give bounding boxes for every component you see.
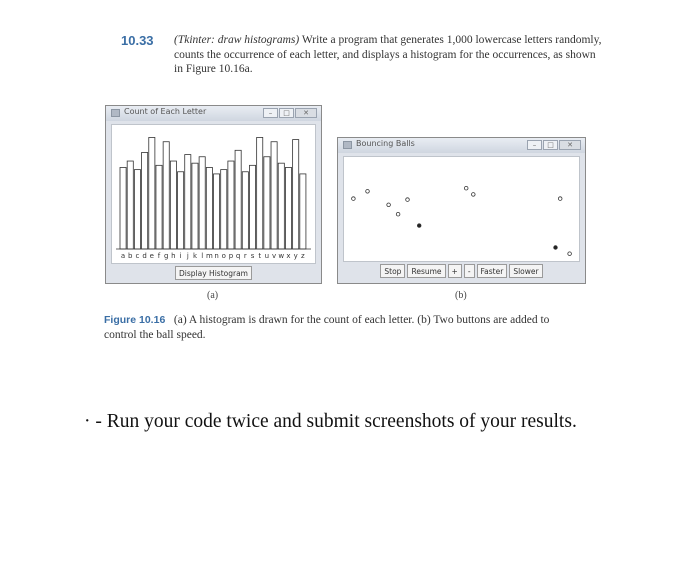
histogram-bar-x: [285, 167, 291, 249]
histogram-bar-l: [199, 157, 205, 249]
histogram-letter-label: q: [235, 252, 241, 260]
ball: [472, 193, 476, 197]
histogram-bar-j: [185, 155, 191, 249]
histogram-bar-r: [242, 172, 248, 249]
histogram-bar-m: [206, 167, 212, 249]
histogram-letter-label: j: [186, 252, 189, 260]
histogram-letter-label: k: [192, 252, 198, 260]
bouncing-balls-window-titlebar[interactable]: [338, 138, 585, 153]
histogram-letter-label: b: [128, 252, 133, 260]
remove-ball-button[interactable]: -: [464, 264, 475, 278]
histogram-window-titlebar[interactable]: [106, 106, 321, 121]
histogram-bar-y: [293, 140, 299, 249]
histogram-letter-label: h: [171, 252, 176, 260]
figure-caption: [104, 313, 584, 343]
histogram-chart: [112, 125, 315, 263]
histogram-letter-label: w: [278, 252, 285, 260]
maximize-icon[interactable]: □: [279, 108, 294, 118]
histogram-bar-e: [149, 137, 155, 249]
histogram-letter-label: g: [163, 252, 169, 260]
histogram-bar-c: [134, 170, 140, 249]
bouncing-balls-window-title: Bouncing Balls: [356, 139, 415, 148]
ball: [366, 190, 370, 194]
histogram-letter-label: e: [149, 252, 154, 260]
add-ball-button[interactable]: +: [448, 264, 462, 278]
histogram-bar-b: [127, 161, 133, 249]
histogram-letter-label: t: [258, 252, 262, 260]
histogram-bar-t: [257, 137, 263, 249]
histogram-bar-w: [278, 163, 284, 249]
histogram-letter-label: s: [250, 252, 255, 260]
histogram-bar-f: [156, 165, 162, 249]
histogram-bar-v: [271, 142, 277, 249]
histogram-canvas: [111, 124, 316, 264]
ball: [568, 252, 572, 256]
close-icon[interactable]: ✕: [295, 108, 317, 118]
faster-button[interactable]: Faster: [477, 264, 508, 278]
window-app-icon: [343, 141, 352, 149]
histogram-letter-label: c: [135, 252, 140, 260]
histogram-letter-label: l: [201, 252, 204, 260]
histogram-letter-label: y: [293, 252, 298, 260]
ball: [554, 246, 558, 250]
ball: [417, 224, 421, 228]
close-icon[interactable]: ✕: [559, 140, 581, 150]
histogram-letter-label: a: [120, 252, 126, 260]
ball: [558, 197, 562, 201]
subfigure-label-b: (b): [455, 290, 467, 301]
histogram-letter-label: p: [228, 252, 234, 260]
histogram-letter-label: o: [221, 252, 226, 260]
display-histogram-button[interactable]: Display Histogram: [175, 266, 252, 280]
histogram-bar-o: [221, 170, 227, 249]
ball: [396, 212, 400, 216]
histogram-bar-u: [264, 157, 270, 249]
minimize-icon[interactable]: –: [527, 140, 542, 150]
histogram-bar-a: [120, 167, 126, 249]
caption-text: (a) A histogram is drawn for the count of each letter. (b) Two buttons are added to control the ball speed.: [104, 314, 550, 341]
resume-button[interactable]: Resume: [407, 264, 445, 278]
subfigure-label-a: (a): [207, 290, 219, 301]
histogram-letter-label: u: [264, 252, 270, 260]
histogram-window: [105, 105, 322, 284]
exercise-number: 10.33: [121, 33, 154, 48]
ball: [406, 198, 410, 202]
histogram-bar-i: [178, 172, 184, 249]
exercise-body: Write a program that generates 1,000 lowercase letters randomly, counts the occurrence of each letter, and displays a histogram for the occurrences, as shown in Figure 10.16a.: [174, 34, 602, 75]
histogram-bar-s: [249, 165, 255, 249]
balls-canvas: [343, 156, 580, 262]
exercise-title: (Tkinter: draw histograms): [174, 34, 300, 46]
histogram-bar-n: [214, 174, 220, 249]
histogram-letter-label: v: [272, 252, 277, 260]
histogram-letter-label: n: [214, 252, 219, 260]
slower-button[interactable]: Slower: [509, 264, 542, 278]
histogram-letter-label: m: [205, 252, 213, 260]
histogram-letter-label: d: [142, 252, 147, 260]
histogram-bar-d: [142, 152, 148, 249]
ball: [387, 203, 391, 207]
histogram-letter-label: z: [301, 252, 305, 260]
bouncing-balls-window: [337, 137, 586, 284]
instruction-text: · - Run your code twice and submit screenshots of your results.: [84, 411, 577, 432]
ball: [464, 186, 468, 190]
maximize-icon[interactable]: □: [543, 140, 558, 150]
histogram-letter-label: r: [243, 252, 247, 260]
exercise-text: [174, 33, 604, 77]
histogram-window-title: Count of Each Letter: [124, 107, 207, 116]
ball: [352, 197, 356, 201]
minimize-icon[interactable]: –: [263, 108, 278, 118]
window-app-icon: [111, 109, 120, 117]
histogram-letter-label: i: [179, 252, 182, 260]
histogram-bar-q: [235, 150, 241, 249]
histogram-letter-label: f: [157, 252, 161, 260]
balls-drawing: [344, 157, 579, 261]
stop-button[interactable]: Stop: [380, 264, 405, 278]
histogram-letter-label: x: [286, 252, 291, 260]
histogram-bar-h: [170, 161, 176, 249]
histogram-bar-z: [300, 174, 306, 249]
figure-label: Figure 10.16: [104, 314, 166, 326]
histogram-bar-g: [163, 142, 169, 249]
histogram-bar-k: [192, 163, 198, 249]
histogram-bar-p: [228, 161, 234, 249]
